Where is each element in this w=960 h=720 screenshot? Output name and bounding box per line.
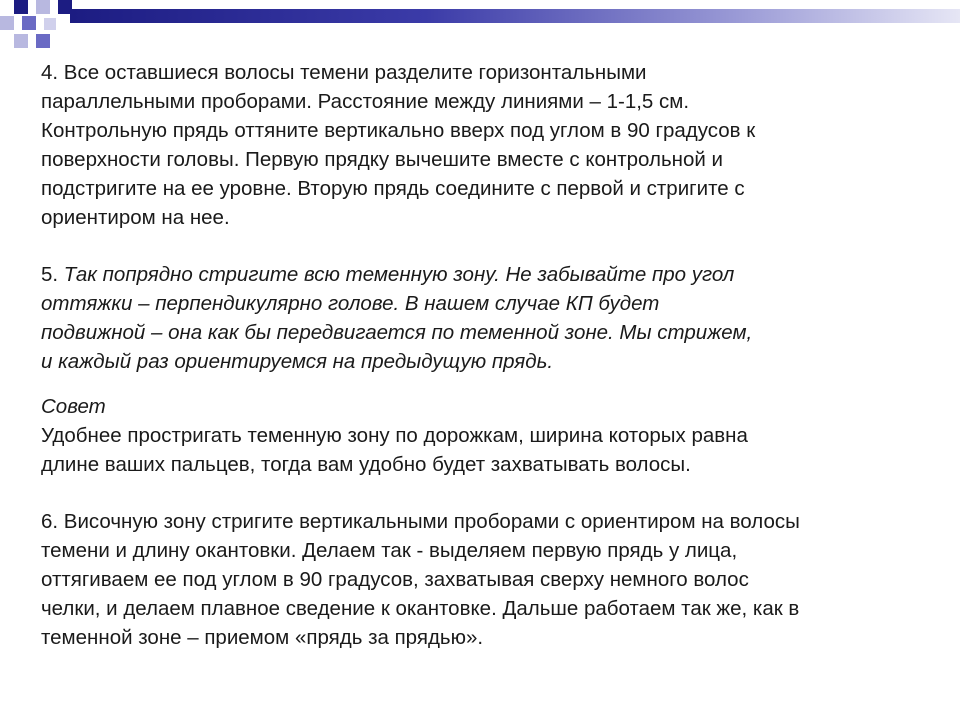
text-line: челки, и делаем плавное сведение к окантовке. Дальше работаем так же, как в — [41, 597, 800, 620]
text-line: поверхности головы. Первую прядку вычешите вместе с контрольной и — [41, 148, 723, 171]
text-line: параллельными проборами. Расстояние между линиями – 1-1,5 см. — [41, 90, 690, 113]
text-line: теменной зоне – приемом «прядь за прядью». — [41, 626, 484, 649]
paragraph-step-5 — [41, 260, 941, 376]
text-line: оттягиваем ее под углом в 90 градусов, захватывая сверху немного волос — [41, 568, 749, 591]
text-line: 4. Все оставшиеся волосы темени разделите горизонтальными — [41, 61, 647, 84]
text-line: длине ваших пальцев, тогда вам удобно будет захватывать волосы. — [41, 453, 691, 476]
deco-square — [36, 34, 50, 48]
text-line: Контрольную прядь оттяните вертикально вверх под углом в 90 градусов к — [41, 119, 756, 142]
deco-square — [14, 34, 28, 48]
text-line: подвижной – она как бы передвигается по теменной зоне. Мы стрижем, — [41, 321, 753, 344]
text-line: и каждый раз ориентируемся на предыдущую прядь. — [41, 350, 554, 373]
tip-heading: Совет — [41, 395, 106, 418]
deco-square — [36, 0, 50, 14]
text-line: Удобнее простригать теменную зону по дорожкам, ширина которых равна — [41, 424, 748, 447]
italic-text: Так попрядно стригите всю теменную зону. Не забывайте про угол — [63, 263, 735, 286]
deco-square — [44, 18, 56, 30]
deco-square — [14, 0, 28, 14]
text-line: подстригите на ее уровне. Вторую прядь соедините с первой и стригите с — [41, 177, 745, 200]
paragraph-step-6 — [41, 507, 941, 652]
text-line: 6. Височную зону стригите вертикальными проборами с ориентиром на волосы — [41, 510, 800, 533]
text-line: темени и длину окантовки. Делаем так - выделяем первую прядь у лица, — [41, 539, 738, 562]
text-line: оттяжки – перпендикулярно голове. В нашем случае КП будет — [41, 292, 660, 315]
paragraph-step-4 — [41, 58, 941, 232]
tip-block — [41, 392, 941, 479]
slide-content — [41, 58, 941, 652]
deco-square — [22, 16, 36, 30]
step-number: 5. — [41, 263, 64, 286]
header-bar — [70, 9, 960, 23]
text-line: ориентиром на нее. — [41, 206, 230, 229]
text-line — [41, 260, 941, 289]
deco-square — [0, 16, 14, 30]
